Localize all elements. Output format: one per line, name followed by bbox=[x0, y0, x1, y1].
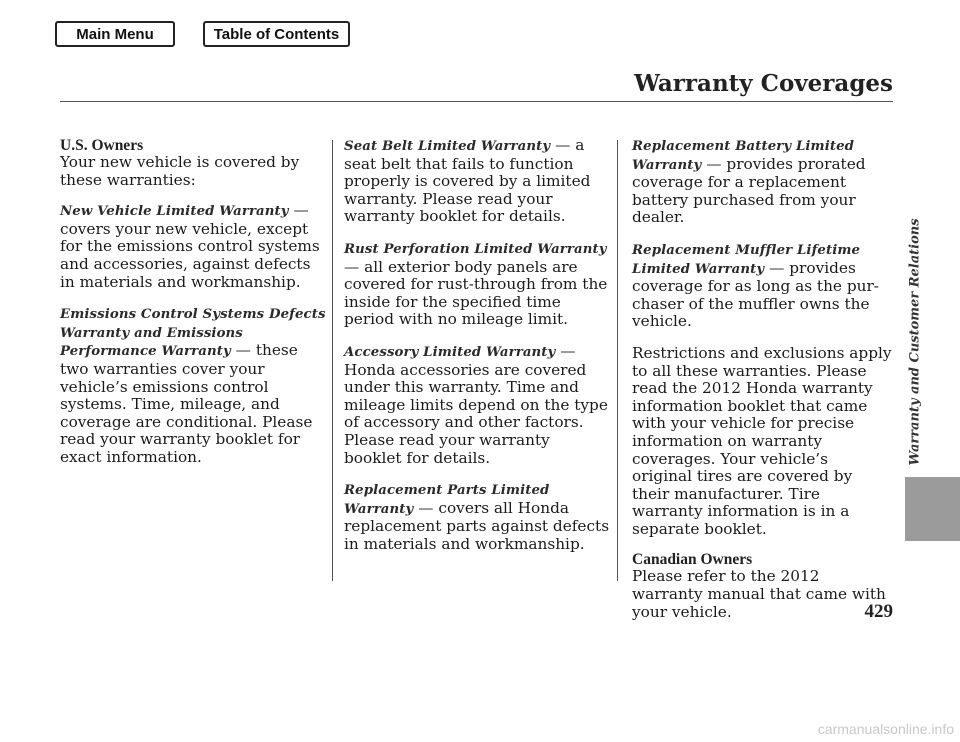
replacement-muffler-warranty-text: provides coverage for as long as the pur-chaser of the muffler owns the vehicle. bbox=[632, 258, 879, 331]
column-us-owners bbox=[60, 137, 328, 479]
restrictions-paragraph: Restrictions and exclusions apply to all these warranties. Please read the 2012 Honda warranty information booklet that came with your vehicle for precise information on warranty coverages. Your vehicle’s original tires are covered by their manufacturer. Tire warranty information is in a separate booklet. bbox=[632, 343, 892, 538]
rust-perforation-warranty-text: all exterior body panels are covered for rust-through from the inside for the specified time period with no mileage limit. bbox=[344, 257, 608, 329]
accessory-warranty bbox=[344, 343, 612, 467]
column-divider bbox=[332, 140, 333, 581]
page-title: Warranty Coverages bbox=[634, 70, 893, 97]
column-replacement-warranties bbox=[632, 137, 892, 633]
main-menu-button[interactable]: Main Menu bbox=[55, 21, 175, 47]
em-dash: — bbox=[769, 258, 785, 277]
em-dash: — bbox=[235, 341, 251, 360]
replacement-muffler-warranty-label: Replacement Muffler Lifetime Limited Warranty bbox=[632, 242, 861, 277]
section-tab-marker bbox=[905, 477, 960, 541]
em-dash: — bbox=[293, 201, 309, 220]
em-dash: — bbox=[418, 498, 434, 517]
column-divider bbox=[617, 140, 618, 581]
seat-belt-warranty-text: a seat belt that fails to function properly is covered by a limited warranty. Please read your warranty booklet for details. bbox=[344, 136, 591, 226]
table-of-contents-button[interactable]: Table of Contents bbox=[203, 21, 350, 47]
accessory-warranty-text: Honda accessories are covered under this warranty. Time and mileage limits depend on the type of accessory and other factors. Please read your warranty booklet for details. bbox=[344, 360, 608, 467]
replacement-battery-warranty bbox=[632, 137, 892, 227]
emissions-warranty-text: these two warranties cover your vehicle’s emissions control systems. Time, mileage, and coverage are conditional. Please read your warranty booklet for exact information. bbox=[60, 341, 313, 466]
accessory-warranty-label: Accessory Limited Warranty bbox=[344, 344, 556, 360]
em-dash: — bbox=[555, 136, 571, 154]
emissions-warranty-label: Emissions Control Systems Defects Warranty and Emissions Performance Warranty bbox=[60, 307, 326, 360]
section-tab-text: Warranty and Customer Relations bbox=[907, 218, 923, 466]
us-owners-intro: Your new vehicle is covered by these warranties: bbox=[60, 153, 300, 189]
column-limited-warranties bbox=[344, 137, 612, 565]
title-divider bbox=[60, 101, 893, 102]
replacement-parts-warranty-label: Replacement Parts Limited Warranty bbox=[344, 483, 550, 517]
replacement-battery-warranty-text: provides prorated coverage for a replacement battery purchased from your dealer. bbox=[632, 154, 866, 227]
seat-belt-warranty bbox=[344, 137, 612, 226]
new-vehicle-warranty bbox=[60, 202, 328, 291]
watermark: carmanualsonline.info bbox=[817, 721, 954, 737]
canadian-owners-heading: Canadian Owners bbox=[632, 551, 753, 569]
replacement-parts-warranty-text: covers all Honda replacement parts against defects in materials and workmanship. bbox=[344, 498, 610, 553]
canadian-owners-text: Please refer to the 2012 warranty manual that came with your vehicle. bbox=[632, 567, 886, 621]
em-dash: — bbox=[560, 341, 576, 360]
em-dash: — bbox=[344, 257, 360, 276]
new-vehicle-warranty-label: New Vehicle Limited Warranty bbox=[60, 204, 289, 220]
replacement-battery-warranty-label: Replacement Battery Limited Warranty bbox=[632, 139, 855, 173]
rust-perforation-warranty-label: Rust Perforation Limited Warranty bbox=[344, 241, 607, 257]
page-number: 429 bbox=[864, 601, 893, 622]
seat-belt-warranty-label: Seat Belt Limited Warranty bbox=[344, 139, 551, 154]
replacement-parts-warranty bbox=[344, 481, 612, 553]
section-tab-label[interactable] bbox=[905, 212, 925, 472]
us-owners-heading: U.S. Owners bbox=[60, 137, 144, 154]
replacement-muffler-warranty bbox=[632, 241, 892, 331]
em-dash: — bbox=[706, 154, 722, 173]
new-vehicle-warranty-text: covers your new vehicle, except for the emissions control systems and accessories, against defects in materials and workmanship. bbox=[60, 219, 320, 291]
rust-perforation-warranty bbox=[344, 240, 612, 329]
emissions-warranty bbox=[60, 305, 328, 466]
